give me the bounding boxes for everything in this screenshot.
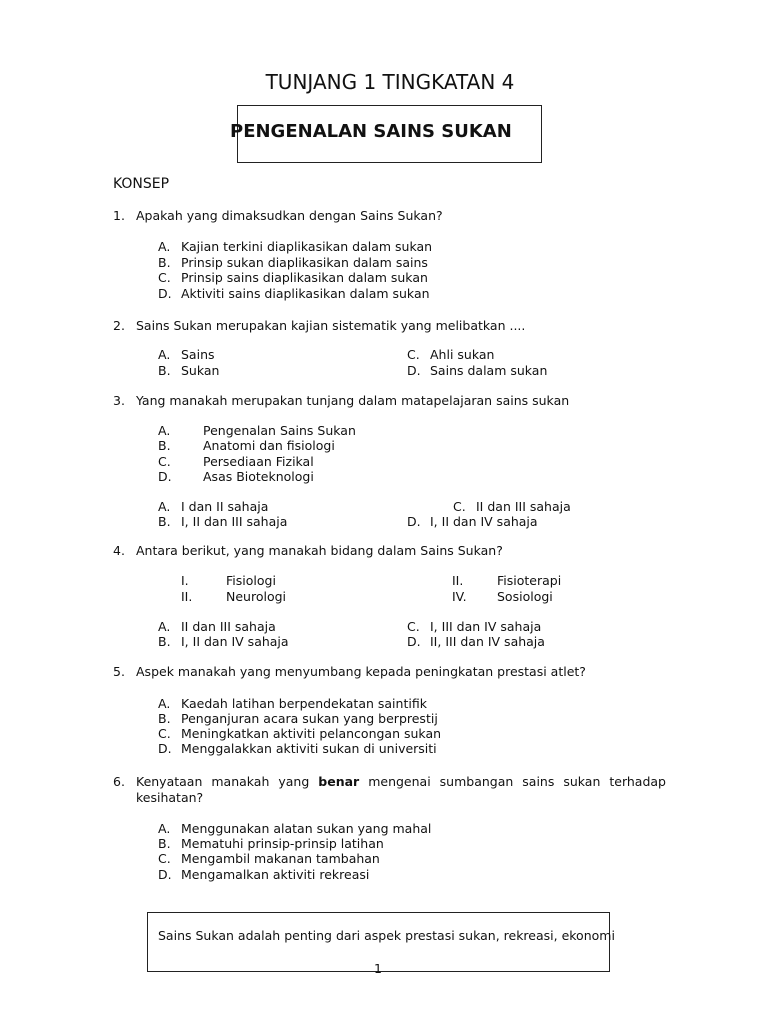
question-5	[113, 664, 586, 679]
question-number: 5.	[113, 664, 125, 679]
option: C. Prinsip sains diaplikasikan dalam sukan	[158, 270, 428, 285]
question-number: 1.	[113, 208, 125, 223]
statement: IV. Sosiologi	[452, 589, 553, 604]
question-text: Apakah yang dimaksudkan dengan Sains Sukan?	[136, 208, 443, 223]
question-3	[113, 393, 569, 408]
statement: A. Pengenalan Sains Sukan	[158, 423, 356, 438]
question-number: 4.	[113, 543, 125, 558]
question-text: Aspek manakah yang menyumbang kepada peningkatan prestasi atlet?	[136, 664, 586, 679]
question-6-number: 6.	[113, 774, 125, 789]
option: D. I, II dan IV sahaja	[407, 514, 538, 529]
option: D. Aktiviti sains diaplikasikan dalam sukan	[158, 286, 430, 301]
option: C. Ahli sukan	[407, 347, 495, 362]
question-6-text-line2: kesihatan?	[136, 790, 204, 805]
option: A. I dan II sahaja	[158, 499, 269, 514]
statement: II. Fisioterapi	[452, 573, 562, 588]
page-number: 1	[374, 961, 382, 976]
page-subtitle: PENGENALAN SAINS SUKAN	[230, 121, 512, 142]
option: C. II dan III sahaja	[453, 499, 571, 514]
option: B. Prinsip sukan diaplikasikan dalam sains	[158, 255, 428, 270]
option: A. II dan III sahaja	[158, 619, 276, 634]
note-text: Sains Sukan adalah penting dari aspek prestasi sukan, rekreasi, ekonomi	[158, 928, 615, 943]
statement: B. Anatomi dan fisiologi	[158, 438, 335, 453]
option: C. I, III dan IV sahaja	[407, 619, 542, 634]
option: A. Kajian terkini diaplikasikan dalam sukan	[158, 239, 433, 254]
option: C. Mengambil makanan tambahan	[158, 851, 380, 866]
question-4	[113, 543, 503, 558]
option: B. Mematuhi prinsip-prinsip latihan	[158, 836, 384, 851]
section-heading: KONSEP	[113, 176, 170, 192]
option: D. Sains dalam sukan	[407, 363, 548, 378]
option: D. II, III dan IV sahaja	[407, 634, 545, 649]
option: A. Menggunakan alatan sukan yang mahal	[158, 821, 432, 836]
option: B. Penganjuran acara sukan yang berprestij	[158, 711, 438, 726]
option: B. I, II dan III sahaja	[158, 514, 288, 529]
statement: I. Fisiologi	[181, 573, 276, 588]
statement: II. Neurologi	[181, 589, 287, 604]
statement: D. Asas Bioteknologi	[158, 469, 314, 484]
option: C. Meningkatkan aktiviti pelancongan sukan	[158, 726, 442, 741]
statement: C. Persediaan Fizikal	[158, 454, 314, 469]
emphasis-bold: benar	[318, 774, 360, 789]
question-2	[113, 318, 525, 333]
question-number: 3.	[113, 393, 125, 408]
question-text: Antara berikut, yang manakah bidang dalam Sains Sukan?	[136, 543, 503, 558]
option: B. I, II dan IV sahaja	[158, 634, 289, 649]
option: B. Sukan	[158, 363, 220, 378]
option: A. Kaedah latihan berpendekatan saintifik	[158, 696, 427, 711]
question-6-text: Kenyataan manakah yang benar mengenai sumbangan sains sukan terhadap	[136, 774, 666, 789]
option: A. Sains	[158, 347, 215, 362]
question-text: Sains Sukan merupakan kajian sistematik yang melibatkan ....	[136, 318, 526, 333]
question-text: Yang manakah merupakan tunjang dalam matapelajaran sains sukan	[136, 393, 570, 408]
option: D. Mengamalkan aktiviti rekreasi	[158, 867, 370, 882]
page-title: TUNJANG 1 TINGKATAN 4	[265, 70, 515, 94]
question-1	[113, 208, 443, 223]
question-number: 2.	[113, 318, 125, 333]
option: D. Menggalakkan aktiviti sukan di universiti	[158, 741, 437, 756]
